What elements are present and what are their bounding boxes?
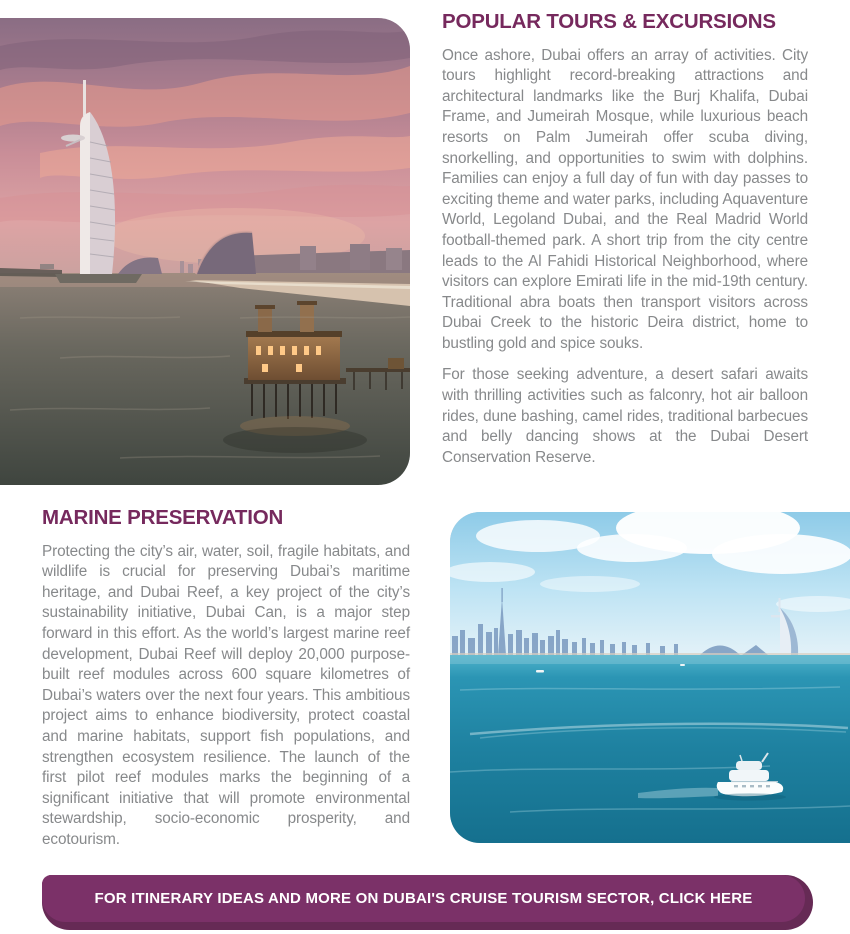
burj-al-arab-sunset-photo [0,18,410,485]
cta-banner-button[interactable] [42,875,813,930]
tours-paragraph-2: For those seeking adventure, a desert safari awaits with thrilling activities such as falconry, hot air balloon rides, dune bashing, camel rides, traditional barbecues and belly dancing shows at the Dubai Desert Conservation Reserve. [442,366,808,466]
sunset-scene-illustration [0,18,410,485]
tours-heading: POPULAR TOURS & EXCURSIONS [442,10,776,33]
tours-paragraph-1: Once ashore, Dubai offers an array of activities. City tours highlight record-breaking attractions and architectural landmarks like the Burj Khalifa, Dubai Frame, and Jumeirah Mosque, while luxurious beach resorts on Palm Jumeirah offer scuba diving, snorkelling, and opportunities to swim with dolphins. Families can enjoy a full day of fun with day passes to exciting theme and water parks, including Aquaventure World, Legoland Dubai, and the Real Madrid World football-themed park. A short trip from the city centre leads to the Al Fahidi Historical Neighborhood, where visitors can explore Emirati life in the mid-19th century. Traditional abra boats then transport visitors across Dubai Creek to the historic Deira district, home to bustling gold and spice souks. [442,46,808,352]
cta-banner-label: FOR ITINERARY IDEAS AND MORE ON DUBAI'S CRUISE TOURISM SECTOR, CLICK HERE [94,890,753,907]
marine-heading: MARINE PRESERVATION [42,506,284,529]
sea-scene-illustration [450,512,850,843]
cta-banner-face [42,875,805,922]
marine-paragraph-1: Protecting the city’s air, water, soil, fragile habitats, and wildlife is crucial for preserving Dubai’s maritime heritage, and Dubai Reef, a key project of the city’s sustainability initiative, Dubai Can, is a major step forward in this effort. As the world’s largest marine reef development, Dubai Reef will deploy 20,000 purpose-built reef modules across 600 square kilometres of Dubai’s waters over the next four years. This ambitious project aims to enhance biodiversity, protect coastal and marine habitats, support fish populations, and strengthen ecosystem resilience. The launch of the first pilot reef modules marks the beginning of a significant initiative that will promote environmental stewardship, socio-economic prosperity, and ecotourism. [42,542,410,848]
marine-section [42,506,410,850]
tours-section [442,10,808,468]
dubai-skyline-sea-photo [450,512,850,843]
